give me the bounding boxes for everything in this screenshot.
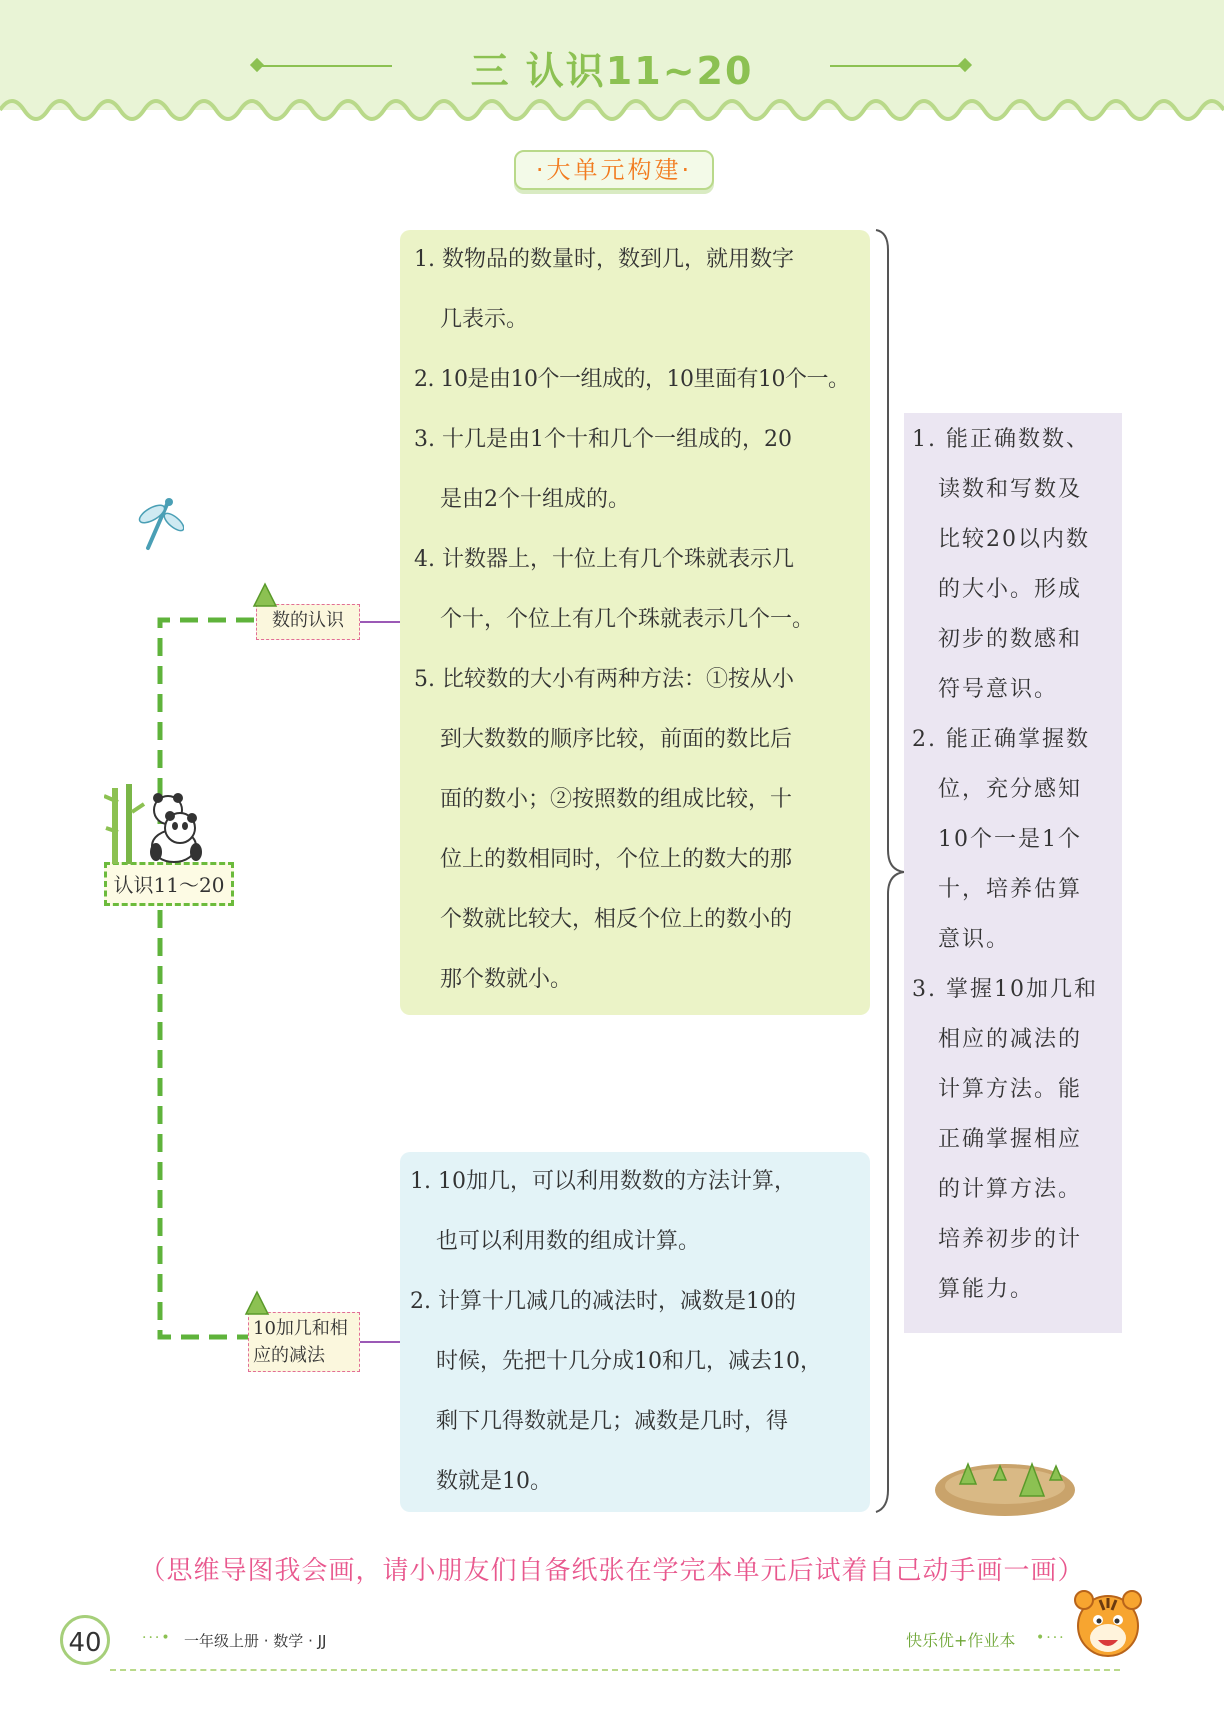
knowledge-line: 个十，个位上有几个珠就表示几个一。 <box>440 607 815 632</box>
section-badge: ·大单元构建· <box>514 150 714 190</box>
knowledge-line: 4. 计数器上，十位上有几个珠就表示几 <box>414 547 794 572</box>
knowledge-line: 3. 十几是由1个十和几个一组成的，20 <box>414 427 792 452</box>
goal-line: 1. 能正确数数、 <box>912 427 1090 452</box>
footer-dots-right: •··· <box>1036 1630 1066 1646</box>
calc-line: 剩下几得数就是几；减数是几时，得 <box>436 1409 789 1434</box>
page-title: 三 认识11~20 <box>470 49 754 93</box>
goal-line: 符号意识。 <box>938 677 1059 702</box>
instruction-note: （思维导图我会画，请小朋友们自备纸张在学完本单元后试着自己动手画一画） <box>139 1556 1085 1586</box>
knowledge-line: 是由2个十组成的。 <box>440 487 630 512</box>
goal-line: 2. 能正确掌握数 <box>912 727 1090 752</box>
goal-line: 培养初步的计 <box>938 1227 1083 1252</box>
calc-line: 1. 10加几，可以利用数数的方法计算， <box>410 1169 796 1194</box>
footer-grade: 一年级上册 · 数学 · JJ <box>184 1632 327 1650</box>
tiger-mascot-icon <box>1070 1586 1146 1662</box>
calc-line: 2. 计算十几减几的减法时，减数是10的 <box>410 1289 796 1314</box>
knowledge-line: 那个数就小。 <box>440 967 573 992</box>
goal-line: 读数和写数及 <box>938 477 1083 502</box>
calc-line: 时候，先把十几分成10和几，减去10， <box>436 1349 822 1374</box>
footer-brand: 快乐优+作业本 <box>906 1631 1016 1650</box>
knowledge-line: 几表示。 <box>440 307 529 332</box>
goal-line: 位，充分感知 <box>938 777 1083 802</box>
branch-number-label: 数的认识 <box>272 610 344 631</box>
calc-line: 数就是10。 <box>436 1469 552 1494</box>
calculation-box <box>400 1152 870 1512</box>
page-number: 40 <box>60 1615 110 1665</box>
knowledge-line: 面的数小；②按照数的组成比较，十 <box>440 787 793 812</box>
goal-line: 3. 掌握10加几和 <box>912 977 1098 1002</box>
footer-dots-left: ···• <box>142 1630 172 1646</box>
bamboo-shoot-icon <box>244 1290 270 1316</box>
knowledge-line: 个数就比较大，相反个位上的数小的 <box>440 907 793 932</box>
calc-line: 也可以利用数的组成计算。 <box>436 1229 701 1254</box>
goal-line: 的大小。形成 <box>938 577 1083 602</box>
mindmap-root <box>104 862 234 906</box>
goal-line: 正确掌握相应 <box>938 1127 1083 1152</box>
knowledge-line: 位上的数相同时，个位上的数大的那 <box>440 847 793 872</box>
goal-line: 的计算方法。 <box>938 1177 1083 1202</box>
dragonfly-icon <box>134 496 184 552</box>
goal-line: 初步的数感和 <box>938 627 1083 652</box>
goal-line: 相应的减法的 <box>938 1027 1083 1052</box>
learning-goals-box <box>904 413 1122 1333</box>
knowledge-line: 5. 比较数的大小有两种方法：①按从小 <box>414 667 794 692</box>
knowledge-line: 1. 数物品的数量时，数到几，就用数字 <box>414 247 794 272</box>
branch-calc-label: 10加几和相应的减法 <box>253 1318 348 1366</box>
bamboo-shoot-icon <box>252 582 278 608</box>
goal-line: 10个一是1个 <box>938 827 1082 852</box>
goal-line: 意识。 <box>938 927 1011 952</box>
number-knowledge-box <box>400 230 870 1015</box>
mindmap-branch-number <box>256 604 360 640</box>
goal-line: 十，培养估算 <box>938 877 1083 902</box>
mindmap-branch-calc <box>248 1312 360 1372</box>
goal-line: 算能力。 <box>938 1277 1035 1302</box>
mindmap-root-label: 认识11～20 <box>113 873 225 897</box>
knowledge-line: 到大数数的顺序比较，前面的数比后 <box>440 727 793 752</box>
knowledge-line: 2. 10是由10个一组成的，10里面有10个一。 <box>414 367 850 392</box>
bamboo-shoots-soil-icon <box>930 1440 1080 1520</box>
panda-bamboo-icon <box>104 782 214 864</box>
footer-divider <box>110 1669 1120 1671</box>
goal-line: 比较20以内数 <box>938 527 1090 552</box>
goal-line: 计算方法。能 <box>938 1077 1083 1102</box>
